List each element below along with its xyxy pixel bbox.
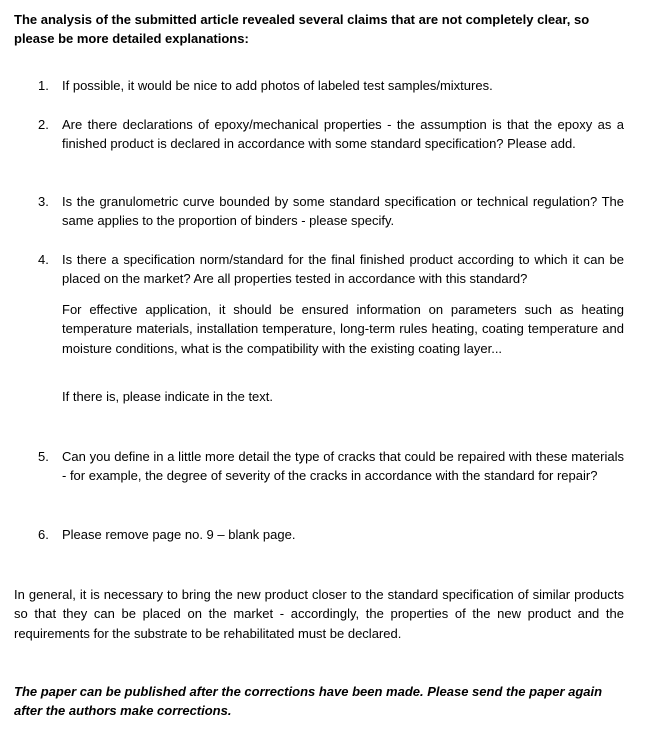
item-text: If possible, it would be nice to add photos of labeled test samples/mixtures. — [62, 78, 493, 93]
item-4-note-paragraph: If there is, please indicate in the text. — [62, 389, 274, 404]
item-number: 5. — [38, 449, 49, 464]
item-number: 3. — [38, 194, 49, 209]
item-text: Is the granulometric curve bounded by some standard specification or technical regulation? The same applies to the proportion of binders - please specify. — [62, 194, 624, 228]
closing-statement: The paper can be published after the corrections have been made. Please send the paper again after the authors make corrections. — [14, 684, 603, 718]
general-paragraph: In general, it is necessary to bring the new product closer to the standard specification of similar products so that they can be placed on the market - accordingly, the properties of the new product and the requirements for the substrate to be rehabilitated must be declared. — [14, 587, 624, 641]
item-number: 1. — [38, 78, 49, 93]
item-4-detail-paragraph: For effective application, it should be ensured information on parameters such as heating temperature materials, installation temperature, long-term rules heating, coating temperature and moisture conditions, what is the compatibility with the existing coating layer... — [62, 302, 624, 356]
item-number: 4. — [38, 252, 49, 267]
item-text: Is there a specification norm/standard for the final finished product according to which it can be placed on the market? Are all properties tested in accordance with this standard? — [62, 252, 624, 286]
intro-paragraph: The analysis of the submitted article revealed several claims that are not completely clear, so please be more detailed explanations: — [14, 12, 590, 46]
item-text: Please remove page no. 9 – blank page. — [62, 527, 296, 542]
item-number: 6. — [38, 527, 49, 542]
item-text: Can you define in a little more detail the type of cracks that could be repaired with these materials - for example, the degree of severity of the cracks in accordance with the standard for repair? — [62, 449, 624, 483]
item-text: Are there declarations of epoxy/mechanical properties - the assumption is that the epoxy as a finished product is declared in accordance with some standard specification? Please add. — [62, 117, 624, 151]
item-number: 2. — [38, 117, 49, 132]
